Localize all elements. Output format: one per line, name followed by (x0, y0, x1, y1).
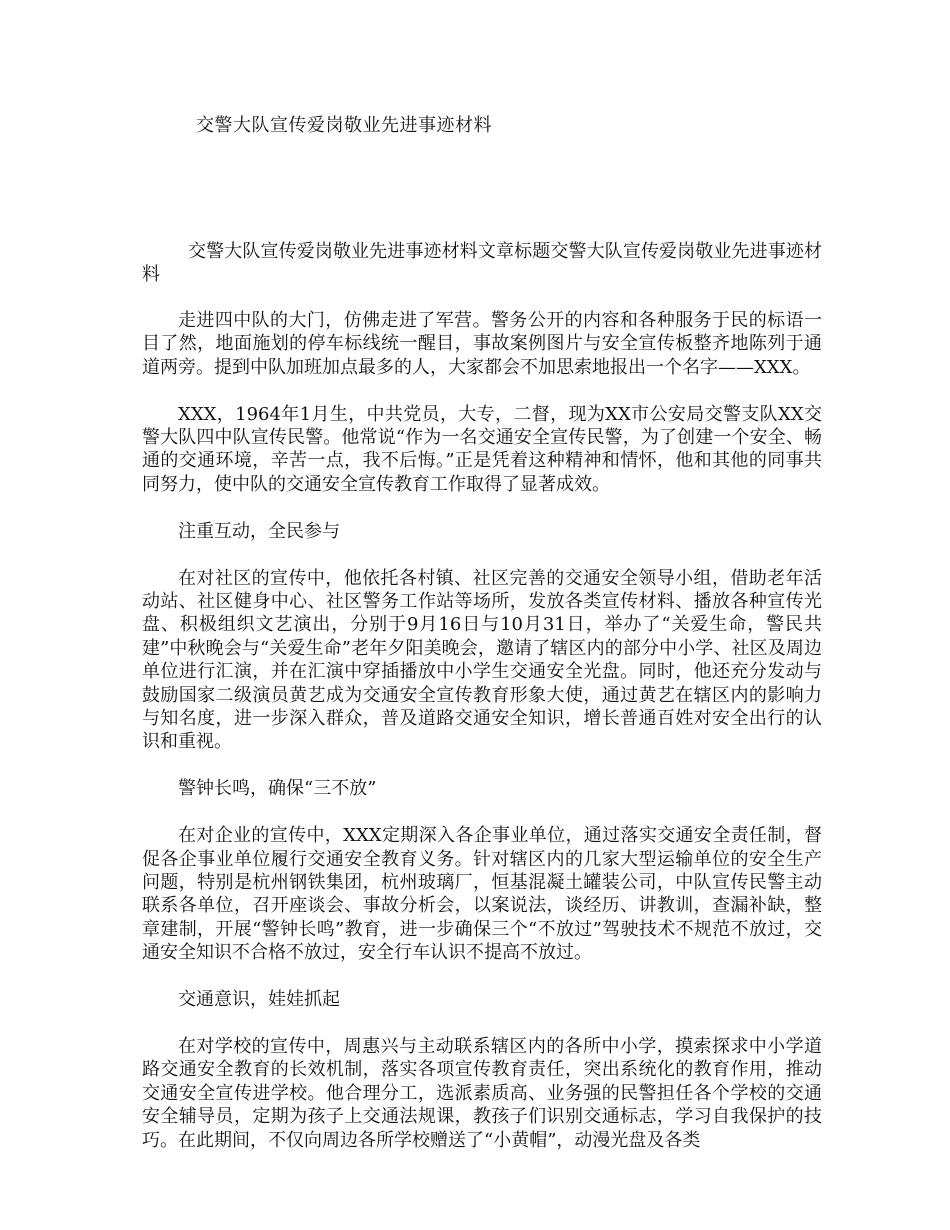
paragraph-enterprise: 在对企业的宣传中，XXX定期深入各企事业单位，通过落实交通安全责任制，督促各企事业单位履行交通安全教育义务。针对辖区内的几家大型运输单位的安全生产问题，特别是杭州钢铁集团，杭州玻璃厂，恒基混凝土罐装公司，中队宣传民警主动联系各单位，召开座谈会、事故分析会，以案说法，谈经历、讲教训，查漏补缺，整章建制，开展“警钟长鸣”教育，进一步确保三个“不放过”驾驶技术不规范不放过，交通安全知识不合格不放过，安全行车认识不提高不放过。 (142, 825, 822, 964)
document-body (142, 240, 822, 1176)
paragraph-community: 在对社区的宣传中，他依托各村镇、社区完善的交通安全领导小组，借助老年活动站、社区健身中心、社区警务工作站等场所，发放各类宣传材料、播放各种宣传光盘、积极组织文艺演出，分别于9月16日与10月31日，举办了“关爱生命，警民共建”中秋晚会与“关爱生命”老年夕阳美晚会，邀请了辖区内的部分中小学、社区及周边单位进行汇演，并在汇演中穿插播放中小学生交通安全光盘。同时，他还充分发动与鼓励国家二级演员黄艺成为交通安全宣传教育形象大使，通过黄艺在辖区内的影响力与知名度，进一步深入群众，普及道路交通安全知识，增长普通百姓对安全出行的认识和重视。 (142, 567, 822, 753)
section-heading-enterprise: 警钟长鸣，确保“三不放” (178, 778, 377, 800)
document-subtitle: 交警大队宣传爱岗敬业先进事迹材料文章标题交警大队宣传爱岗敬业先进事迹材料 (142, 241, 822, 286)
paragraph-school: 在对学校的宣传中，周惠兴与主动联系辖区内的各所中小学，摸索探求中小学道路交通安全教育的长效机制，落实各项宣传教育责任，突出系统化的教育作用，推动交通安全宣传进学校。他合理分工，选派素质高、业务强的民警担任各个学校的交通安全辅导员，定期为孩子上交通法规课，教孩子们识别交通标志，学习自我保护的技巧。在此期间，不仅向周边各所学校赠送了“小黄帽”，动漫光盘及各类 (142, 1036, 822, 1151)
section-heading-school: 交通意识，娃娃抓起 (178, 989, 340, 1011)
section-heading-community: 注重互动，全民参与 (178, 520, 340, 542)
paragraph-profile: XXX，1964年1月生，中共党员，大专，二督，现为XX市公安局交警支队XX交警大队四中队宣传民警。他常说“作为一名交通安全宣传民警，为了创建一个安全、畅通的交通环境，辛苦一点，我不后悔。”正是凭着这种精神和情怀，他和其他的同事共同努力，使中队的交通安全宣传教育工作取得了显著成效。 (142, 403, 822, 495)
paragraph-intro: 走进四中队的大门，仿佛走进了军营。警务公开的内容和各种服务于民的标语一目了然，地面施划的停车标线统一醒目，事故案例图片与安全宣传板整齐地陈列于通道两旁。提到中队加班加点最多的人，大家都会不加思索地报出一个名字——XXX。 (142, 309, 822, 378)
document-title: 交警大队宣传爱岗敬业先进事迹材料 (196, 115, 492, 136)
